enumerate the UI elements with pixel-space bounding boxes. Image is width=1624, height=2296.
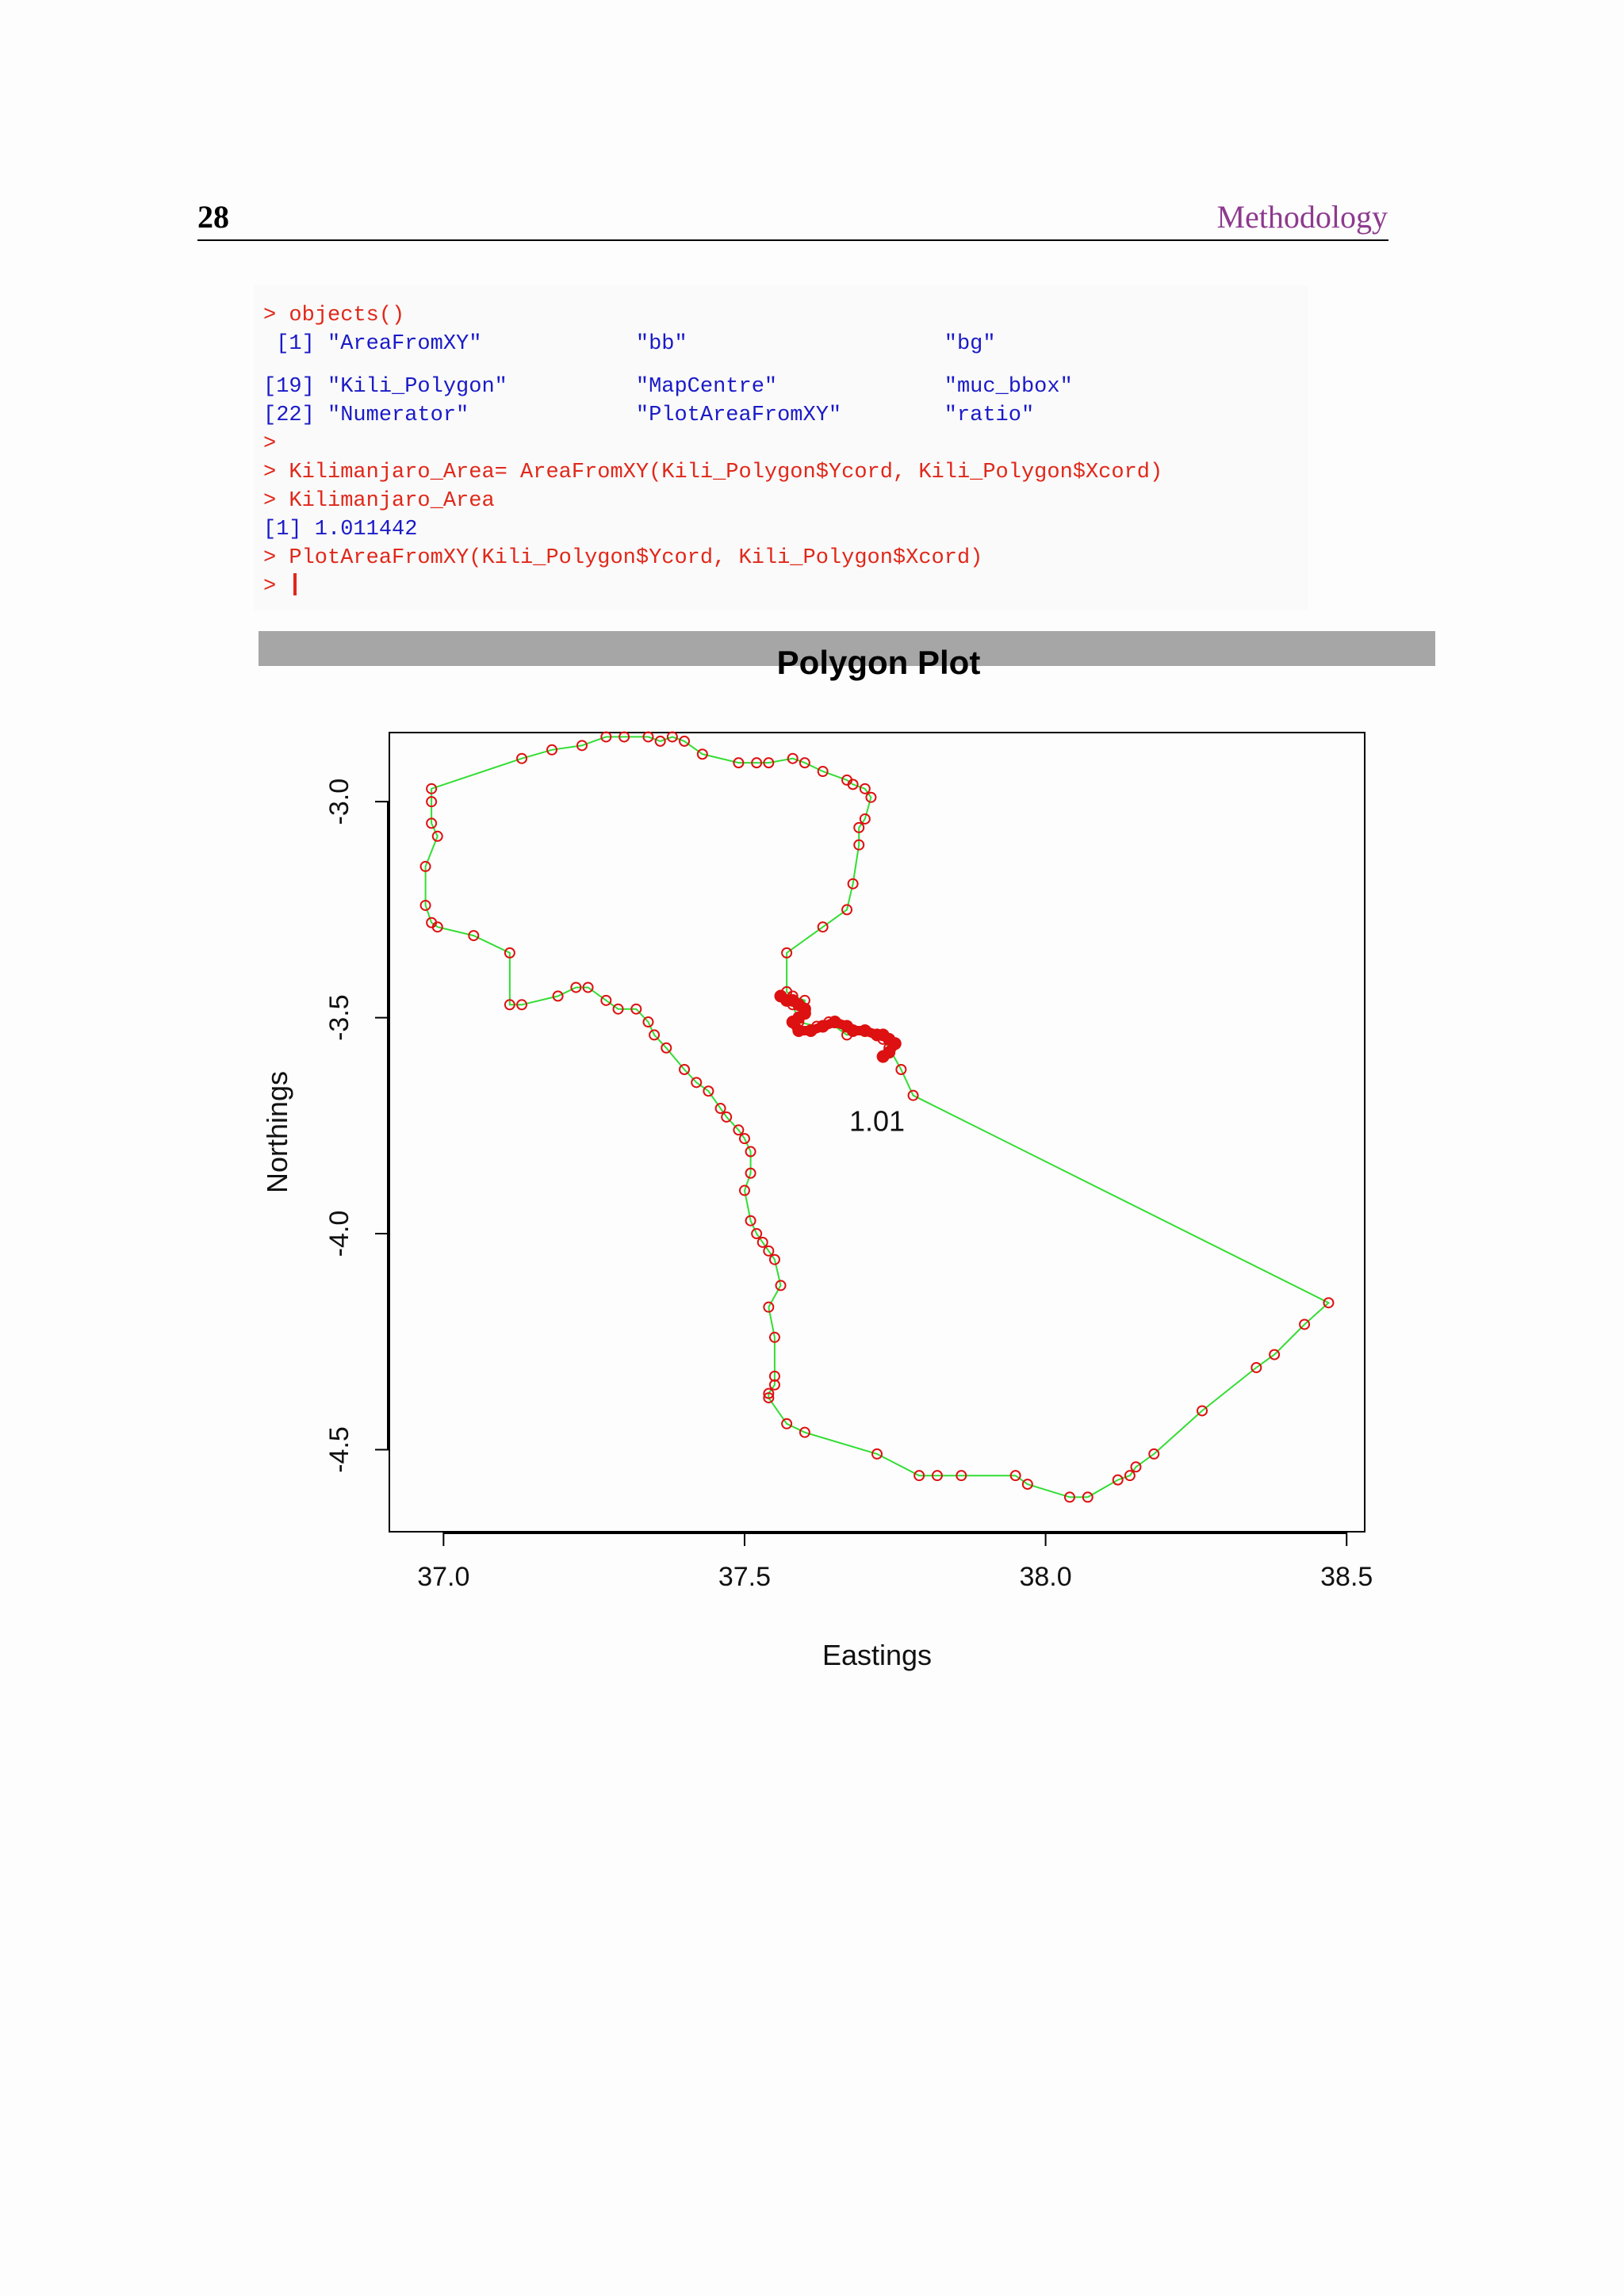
dense-vertex-point (860, 1025, 871, 1036)
console-line: [1] 1.011442 (263, 518, 418, 541)
y-tick-label: -4.0 (324, 1210, 354, 1257)
running-head: Methodology (1216, 199, 1388, 235)
console-line: [22] "Numerator" "PlotAreaFromXY" "ratio" (263, 404, 1035, 427)
x-axis-label: Eastings (822, 1639, 933, 1671)
console-line: > Kilimanjaro_Area (263, 489, 495, 513)
dense-vertex-point (818, 1021, 829, 1032)
console-line: [19] "Kili_Polygon" "MapCentre" "muc_bbox" (263, 375, 1073, 399)
console-line: > PlotAreaFromXY(Kili_Polygon$Ycord, Kili_Polygon$Xcord) (263, 546, 983, 570)
y-tick-label: -3.5 (324, 994, 354, 1041)
x-axis (417, 1532, 1373, 1592)
polygon-plot-figure (259, 631, 1435, 1693)
dense-vertex-point (878, 1051, 889, 1062)
console-line: > (263, 432, 277, 456)
x-tick-label: 38.0 (1019, 1562, 1072, 1592)
dense-vertex-point (793, 1025, 804, 1036)
console-line: > objects() (263, 304, 405, 327)
x-tick-label: 37.5 (718, 1562, 772, 1592)
polygon-plot (259, 631, 1435, 1693)
text-cursor (293, 573, 297, 595)
header-rule (197, 239, 1388, 241)
x-tick-label: 38.5 (1320, 1562, 1373, 1592)
plot-title: Polygon Plot (776, 644, 981, 681)
dense-vertex-point (848, 1025, 859, 1036)
page-number: 28 (197, 199, 229, 235)
y-tick-label: -4.5 (324, 1426, 354, 1473)
console-line: [1] "AreaFromXY" "bb" "bg" (263, 332, 996, 356)
y-tick-label: -3.0 (324, 778, 354, 825)
console-line: > Kilimanjaro_Area= AreaFromXY(Kili_Polygon$Ycord, Kili_Polygon$Xcord) (263, 461, 1163, 484)
dense-vertex-point (829, 1016, 841, 1027)
x-tick-label: 37.0 (417, 1562, 470, 1592)
area-value-label: 1.01 (848, 1104, 906, 1138)
y-axis-label: Northings (261, 1070, 293, 1194)
r-console-screenshot (254, 285, 1308, 610)
console-prompt (263, 572, 297, 601)
console-line: > (263, 575, 289, 599)
dense-vertex-point (805, 1025, 816, 1036)
y-axis (324, 779, 389, 1473)
